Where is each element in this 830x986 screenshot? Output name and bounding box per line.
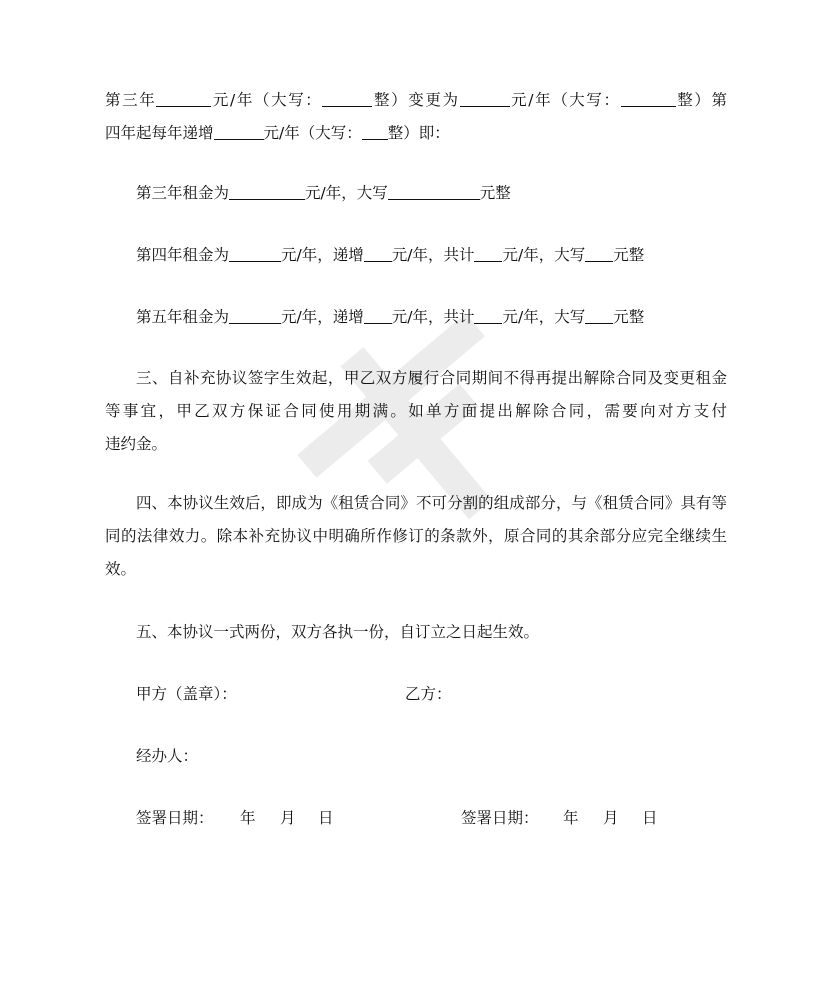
party-a-date-label: 签署日期： [136,809,214,827]
clause3-line1: 三、自补充协议签字生效起，甲乙双方履行合同期间不得再提出解除合同及变更租金 [136,369,727,387]
blank-field[interactable] [474,307,502,324]
blank-field[interactable] [362,123,388,140]
agent-label: 经办人： [136,747,199,765]
blank-field[interactable] [474,245,502,262]
blank-field[interactable] [621,90,676,107]
clause3-line3: 违约金。 [105,435,168,453]
blank-field[interactable] [229,307,281,324]
clause5: 五、本协议一式两份，双方各执一份，自订立之日起生效。 [136,623,540,641]
party-a-year: 年 [240,809,256,827]
blank-field[interactable] [322,90,372,107]
year3-rent: 第三年租金为 元/年，大写 元整 [136,184,511,202]
blank-field[interactable] [229,245,281,262]
blank-field[interactable] [585,307,613,324]
party-a-month: 月 [280,809,296,827]
party-b-date-label: 签署日期： [461,809,539,827]
blank-field[interactable] [364,307,392,324]
blank-field[interactable] [214,123,264,140]
clause2-line2: 四年起每年递增 元/年（大写： 整）即： [105,124,450,142]
clause3-line2: 等事宜，甲乙双方保证合同使用期满。如单方面提出解除合同，需要向对方支付 [105,402,727,420]
year5-rent: 第五年租金为 元/年，递增 元/年，共计 元/年，大写 元整 [136,308,645,326]
blank-field[interactable] [388,183,480,200]
party-a-label: 甲方（盖章）： [136,685,237,703]
party-b-label: 乙方： [405,685,452,703]
clause2-line1: 第三年 元/年（大写： 整）变更为 元/年（大写： 整）第 [105,91,727,109]
blank-field[interactable] [364,245,392,262]
party-b-day: 日 [642,809,658,827]
party-b-month: 月 [603,809,619,827]
blank-field[interactable] [156,90,211,107]
blank-field[interactable] [585,245,613,262]
blank-field[interactable] [460,90,510,107]
party-a-day: 日 [318,809,334,827]
year4-rent: 第四年租金为 元/年，递增 元/年，共计 元/年，大写 元整 [136,246,645,264]
clause4-line1: 四、本协议生效后，即成为《租赁合同》不可分割的组成部分，与《租赁合同》具有等 [136,494,727,512]
clause4-line2: 同的法律效力。除本补充协议中明确所作修订的条款外，原合同的其余部分应完全继续生 [105,527,727,545]
party-b-year: 年 [563,809,579,827]
clause4-line3: 效。 [105,560,137,578]
blank-field[interactable] [229,183,305,200]
